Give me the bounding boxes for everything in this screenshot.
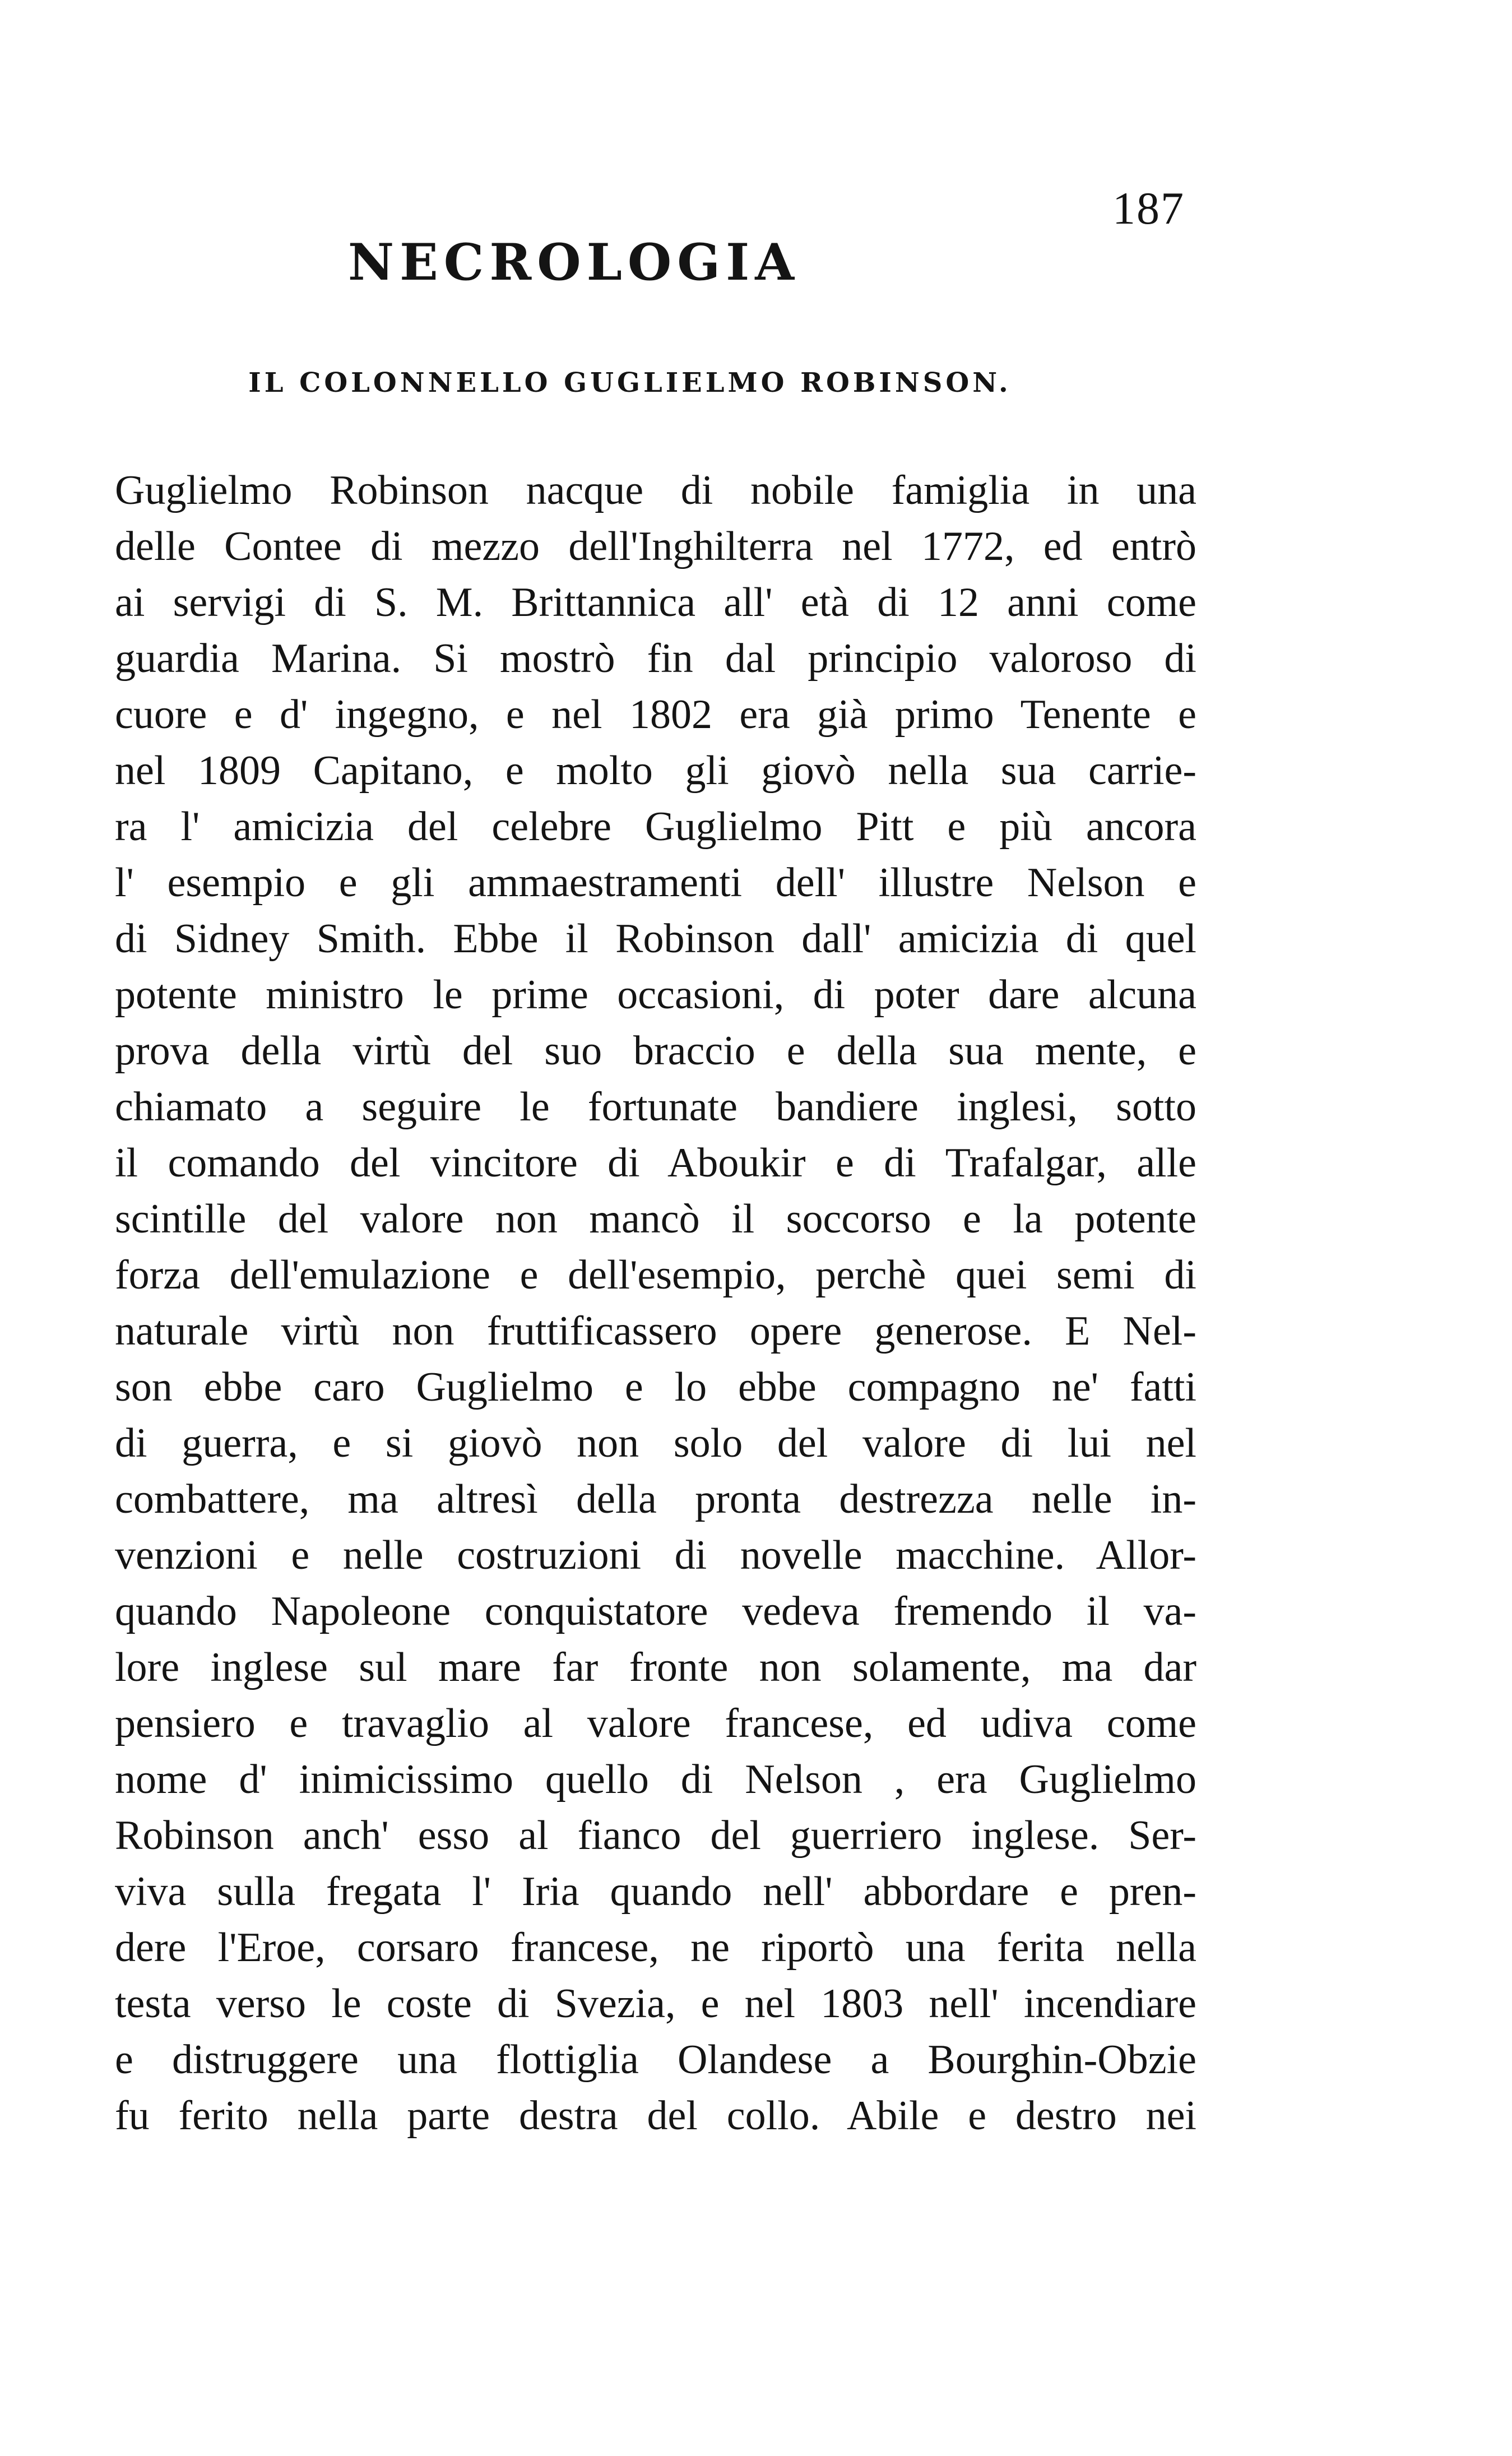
text-line: di guerra, e si giovò non solo del valore di lui nel xyxy=(115,1420,1196,1466)
text-line: Guglielmo Robinson nacque di nobile famiglia in una xyxy=(115,467,1196,513)
text-line: pensiero e travaglio al valore francese, ed udiva come xyxy=(115,1700,1196,1746)
text-line: delle Contee di mezzo dell'Inghilterra nel 1772, ed entrò xyxy=(115,523,1196,569)
page-number: 187 xyxy=(1112,183,1185,234)
text-line: scintille del valore non mancò il soccorso e la potente xyxy=(115,1196,1196,1242)
page-subtitle-text: IL COLONNELLO GUGLIELMO ROBINSON. xyxy=(248,367,1012,398)
text-line: prova della virtù del suo braccio e della sua mente, e xyxy=(115,1028,1196,1074)
page-title xyxy=(0,233,1512,292)
page-title-text: NECROLOGIA xyxy=(347,233,800,292)
text-line: son ebbe caro Guglielmo e lo ebbe compagno ne' fatti xyxy=(115,1364,1196,1410)
text-line: il comando del vincitore di Aboukir e di Trafalgar, alle xyxy=(115,1140,1196,1186)
text-line: ra l' amicizia del celebre Guglielmo Pitt e più ancora xyxy=(115,804,1196,850)
text-line: cuore e d' ingegno, e nel 1802 era già primo Tenente e xyxy=(115,692,1196,738)
body-text xyxy=(115,462,1196,2144)
text-line: guardia Marina. Si mostrò fin dal principio valoroso di xyxy=(115,636,1196,682)
text-line: chiamato a seguire le fortunate bandiere inglesi, sotto xyxy=(115,1084,1196,1130)
text-line: e distruggere una flottiglia Olandese a Bourghin-Obzie xyxy=(115,2037,1196,2083)
text-line: fu ferito nella parte destra del collo. Abile e destro nei xyxy=(115,2093,1196,2139)
text-line: quando Napoleone conquistatore vedeva fremendo il va- xyxy=(115,1588,1196,1634)
text-line: lore inglese sul mare far fronte non solamente, ma dar xyxy=(115,1644,1196,1690)
text-line: ai servigi di S. M. Brittannica all' età di 12 anni come xyxy=(115,580,1196,625)
text-line: viva sulla fregata l' Iria quando nell' abbordare e pren- xyxy=(115,1869,1196,1915)
text-line: l' esempio e gli ammaestramenti dell' illustre Nelson e xyxy=(115,860,1196,906)
text-line: dere l'Eroe, corsaro francese, ne riportò una ferita nella xyxy=(115,1925,1196,1971)
text-line: Robinson anch' esso al fianco del guerriero inglese. Ser- xyxy=(115,1813,1196,1859)
text-line: combattere, ma altresì della pronta destrezza nelle in- xyxy=(115,1476,1196,1522)
text-line: nel 1809 Capitano, e molto gli giovò nella sua carrie- xyxy=(115,748,1196,794)
text-line: naturale virtù non fruttificassero opere generose. E Nel- xyxy=(115,1308,1196,1354)
text-line: forza dell'emulazione e dell'esempio, perchè quei semi di xyxy=(115,1252,1196,1298)
text-line: testa verso le coste di Svezia, e nel 1803 nell' incendiare xyxy=(115,1981,1196,2027)
text-line: di Sidney Smith. Ebbe il Robinson dall' amicizia di quel xyxy=(115,916,1196,962)
text-line: potente ministro le prime occasioni, di poter dare alcuna xyxy=(115,972,1196,1018)
page-subtitle xyxy=(0,367,1512,398)
text-line: venzioni e nelle costruzioni di novelle macchine. Allor- xyxy=(115,1532,1196,1578)
text-line: nome d' inimicissimo quello di Nelson , era Guglielmo xyxy=(115,1757,1196,1802)
